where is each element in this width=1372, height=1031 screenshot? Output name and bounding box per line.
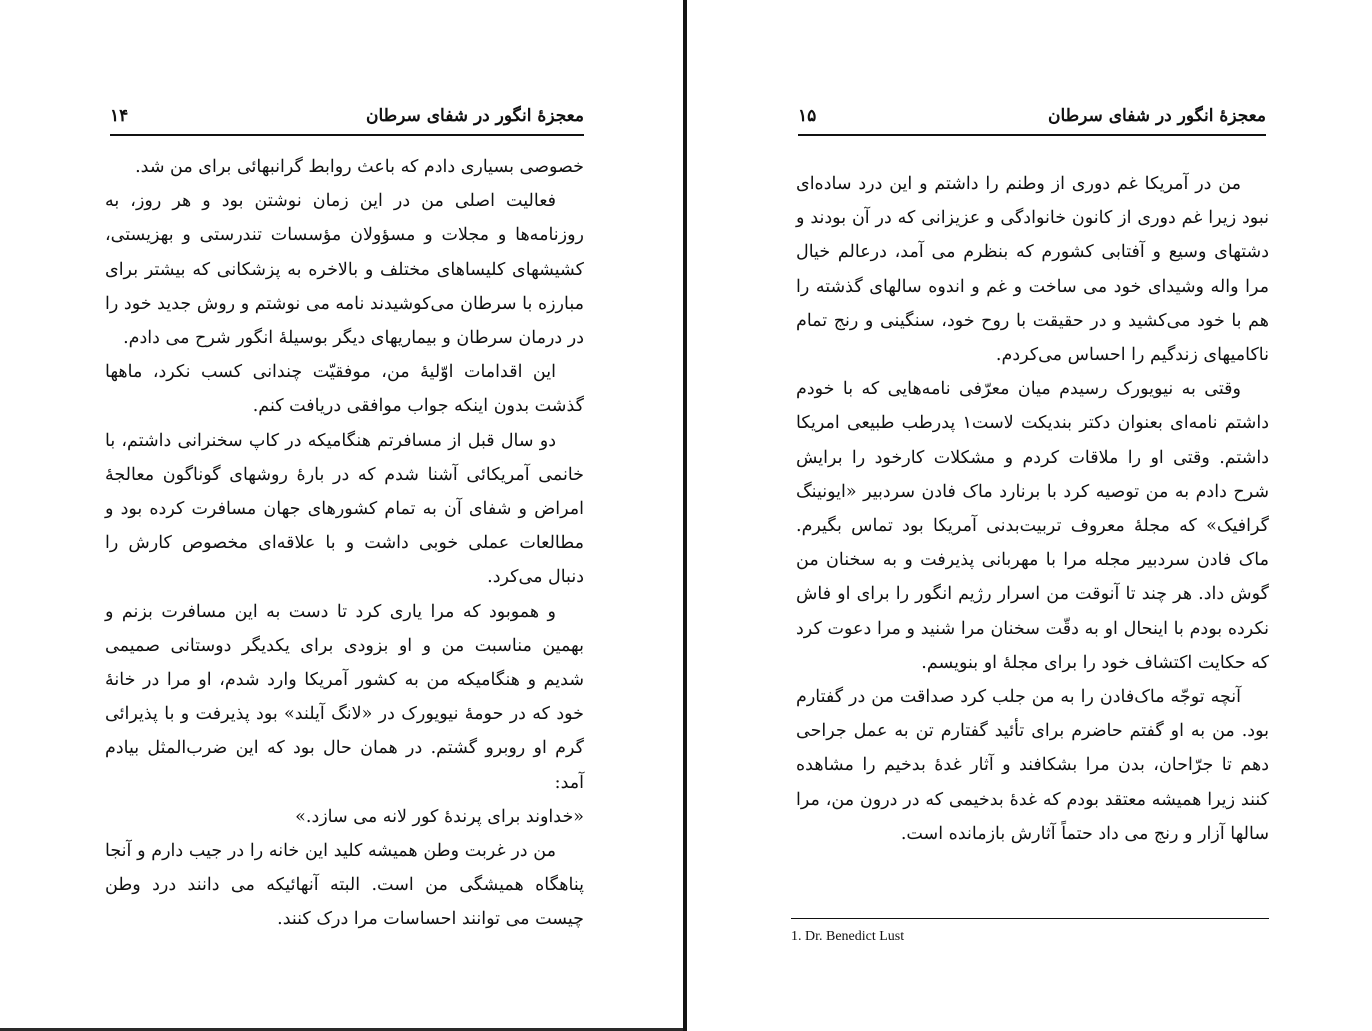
paragraph: وقتی به نیویورک رسیدم میان معرّفی نامه‌هایی که با خودم داشتم نامه‌ای بعنوان دکتر بندیکت لاست۱ پدرطب طبیعی امریکا داشتم. وقتی او را ملاقات کردم و مشکلات کارخود را برایش شرح دادم به من توصیه کرد با برنارد ماک فادن سردبیر «ایونینگ گرافیک» که مجلهٔ معروف تربیت‌بدنی آمریکا بود تماس بگیرم. ماک فادن سردبیر مجله مرا با مهربانی پذیرفت و به سخنان من گوش داد. هر چند تا آنوقت من اسرار رژیم انگور را برای او فاش نکرده بودم با اینحال او به دقّت سخنان مرا شنید و مرا دعوت کرد که حکایت اکتشاف خود را برای مجلهٔ او بنویسم. bbox=[796, 379, 1269, 673]
footnote-divider bbox=[791, 918, 1269, 919]
page-number: ۱۴ bbox=[110, 106, 129, 126]
paragraph: من در غربت وطن همیشه کلید این خانه را در جیب دارم و آنجا پناهگاه همیشگی من است. البته آنهائیکه می دانند درد وطن چیست می توانند احساسات مرا درک کنند. bbox=[105, 841, 584, 930]
body-text bbox=[796, 167, 1269, 851]
page-number: ۱۵ bbox=[798, 106, 817, 126]
paragraph: من در آمریکا غم دوری از وطنم را داشتم و این درد ساده‌ای نبود زیرا غم دوری از کانون خانوادگی و عزیزانی که در آن بودند و دشتهای وسیع و آفتابی کشورم که بنظرم می آمد، درعالم خیال مرا واله وشیدای خود می ساخت و غم و اندوه سالهای گذشته را هم با خود می‌کشید و در حقیقت با روح خود، سنگینی و رنج تمام ناکامیهای زندگیم را احساس می‌کردم. bbox=[796, 174, 1269, 366]
footnote: 1. Dr. Benedict Lust bbox=[791, 929, 905, 944]
paragraph: دو سال قبل از مسافرتم هنگامیکه در کاپ سخنرانی داشتم، با خانمی آمریکائی آشنا شدم که در بارهٔ روشهای گوناگون معالجهٔ امراض و شفای آن به تمام کشورهای جهان مسافرت کرده بود و مطالعات عملی خوبی داشت و با علاقه‌ای مخصوص کارش را دنبال می‌کرد. bbox=[105, 430, 584, 588]
paragraph: خصوصی بسیاری دادم که باعث روابط گرانبهائی برای من شد. bbox=[135, 157, 584, 177]
paragraph: و هموبود که مرا یاری کرد تا دست به این مسافرت بزنم و بهمین مناسبت من و او بزودی برای یکدیگر دوستانی صمیمی شدیم و هنگامیکه من به کشور آمریکا وارد شدم، او مرا در خانهٔ خود که در حومهٔ نیویورک در «لانگ آیلند» بود پذیرفت و با پذیرائی گرم او روبرو گشتم. در همان حال بود که این ضرب‌المثل بیادم آمد: bbox=[105, 601, 584, 793]
running-header bbox=[798, 98, 1266, 136]
running-header bbox=[110, 98, 584, 136]
running-header-title: معجزهٔ انگور در شفای سرطان bbox=[365, 106, 584, 126]
paragraph: فعالیت اصلی من در این زمان نوشتن بود و هر روز، به روزنامه‌ها و مجلات و مسؤولان مؤسسات تندرستی و بهزیستی، کشیشهای کلیساهای مختلف و بالاخره به پزشکانی که بیشتر برای مبارزه با سرطان می‌کوشیدند نامه می نوشتم و روش جدید خود را در درمان سرطان و بیماریهای دیگر بوسیلهٔ انگور شرح می دادم. bbox=[105, 191, 584, 349]
body-text bbox=[105, 150, 584, 937]
left-page bbox=[0, 0, 684, 1031]
right-page bbox=[688, 0, 1372, 1031]
quote-line: «خداوند برای پرندهٔ کور لانه می سازد.» bbox=[295, 806, 584, 827]
paragraph: این اقدامات اوّلیهٔ من، موفقیّت چندانی کسب نکرد، ماهها گذشت بدون اینکه جواب موافقی دریافت کنم. bbox=[105, 362, 584, 417]
paragraph: آنچه توجّه ماک‌فادن را به من جلب کرد صداقت من در گفتارم بود. من به او گفتم حاضرم برای تأئید گفتارم تن به عمل جراحی دهم تا جرّاحان، بدن مرا بشکافند و آثار غدهٔ بدخیم را مشاهده کنند زیرا همیشه معتقد بودم که غدهٔ بدخیمی که در درون من، مرا سالها آزار و رنج می داد حتماً آثارش بازمانده است. bbox=[796, 687, 1269, 844]
running-header-title: معجزهٔ انگور در شفای سرطان bbox=[1047, 106, 1266, 126]
